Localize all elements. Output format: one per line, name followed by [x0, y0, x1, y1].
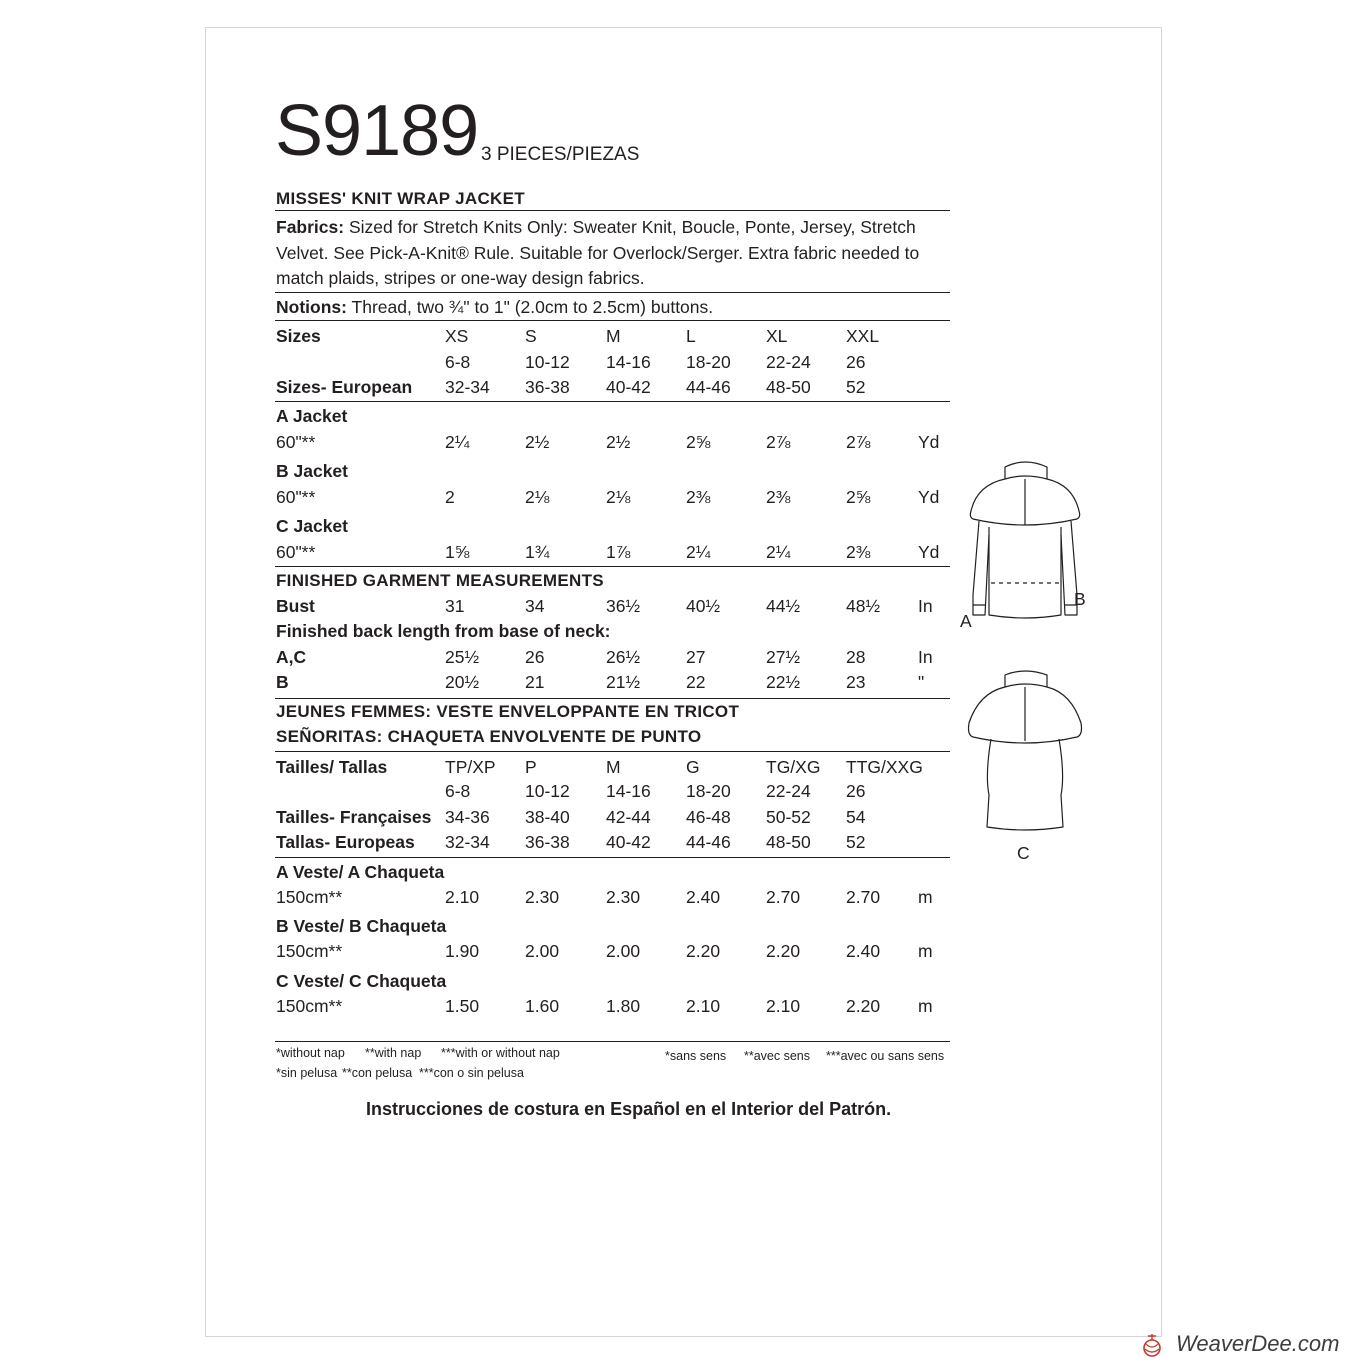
size-european-cell: 52 — [846, 377, 866, 397]
b-length-cell: 20½ — [445, 672, 480, 692]
talla-europea-cell: 48-50 — [766, 832, 811, 852]
meters-value: 2.70 — [766, 887, 801, 907]
yardage-view-label: B Jacket — [276, 461, 348, 481]
divider — [275, 857, 950, 858]
taille-francaise-cell: 38-40 — [525, 807, 570, 827]
divider — [275, 210, 950, 211]
taille-letter-cell: TP/XP — [445, 757, 496, 777]
meters-view-label: B Veste/ B Chaqueta — [276, 916, 447, 936]
meters-value: 1.80 — [606, 996, 641, 1016]
taille-number-cell: 18-20 — [686, 781, 731, 801]
yardage-value: 2½ — [525, 432, 550, 452]
taille-number-cell: 6-8 — [445, 781, 471, 801]
meters-value: 2.10 — [686, 996, 721, 1016]
divider — [275, 292, 950, 293]
meters-fabric-width: 150cm** — [276, 887, 343, 907]
tallas-europeas-label: Tallas- Europeas — [276, 832, 415, 852]
tailles-francaises-label: Tailles- Françaises — [276, 807, 432, 827]
footnote: *without nap — [276, 1046, 345, 1060]
taille-number-cell: 26 — [846, 781, 866, 801]
size-european-cell: 32-34 — [445, 377, 490, 397]
divider — [275, 698, 950, 699]
view-label-b: B — [1074, 589, 1086, 609]
bust-cell: 40½ — [686, 596, 721, 616]
size-number-cell: 10-12 — [525, 352, 570, 372]
meters-value: 2.00 — [525, 941, 560, 961]
talla-europea-cell: 32-34 — [445, 832, 490, 852]
b-length-cell: 22½ — [766, 672, 801, 692]
b-length-cell: 22 — [686, 672, 706, 692]
footnote: ***with or without nap — [441, 1046, 560, 1060]
bust-cell: 34 — [525, 596, 545, 616]
taille-francaise-cell: 42-44 — [606, 807, 651, 827]
size-number-cell: 26 — [846, 352, 866, 372]
notions-label: Notions: — [276, 297, 347, 317]
yardage-value: 2¼ — [686, 542, 711, 562]
talla-europea-cell: 40-42 — [606, 832, 651, 852]
footnote: ***con o sin pelusa — [419, 1066, 524, 1080]
yardage-value: 2⅛ — [606, 487, 631, 507]
size-letter-cell: XL — [766, 326, 788, 346]
divider — [275, 751, 950, 752]
sizes-label: Sizes — [276, 326, 321, 346]
meters-value: 1.60 — [525, 996, 560, 1016]
meters-value: 2.00 — [606, 941, 641, 961]
bust-label: Bust — [276, 596, 315, 616]
divider — [275, 566, 950, 567]
footnote: ***avec ou sans sens — [826, 1049, 945, 1063]
sizes-european-label: Sizes- European — [276, 377, 413, 397]
yardage-view-label: C Jacket — [276, 516, 348, 536]
size-letter-cell: L — [686, 326, 696, 346]
talla-europea-cell: 44-46 — [686, 832, 731, 852]
yardage-value: 2⅝ — [846, 487, 871, 507]
measurements-title: FINISHED GARMENT MEASUREMENTS — [276, 571, 604, 590]
bust-unit: In — [918, 596, 933, 616]
ac-length-cell: 27 — [686, 647, 706, 667]
size-european-cell: 48-50 — [766, 377, 811, 397]
yardage-view-label: A Jacket — [276, 406, 348, 426]
footnote: *sin pelusa — [276, 1066, 338, 1080]
yardage-value: 2⅜ — [686, 487, 711, 507]
ac-length-cell: 26½ — [606, 647, 641, 667]
ac-length-cell: 27½ — [766, 647, 801, 667]
b-length-cell: 23 — [846, 672, 866, 692]
meters-value: 1.50 — [445, 996, 480, 1016]
tailles-label: Tailles/ Tallas — [276, 757, 388, 777]
b-length-cell: 21½ — [606, 672, 641, 692]
size-letter-cell: M — [606, 326, 621, 346]
notions-line — [276, 297, 713, 318]
divider — [275, 1041, 950, 1042]
bust-cell: 36½ — [606, 596, 641, 616]
spanish-instructions-note: Instrucciones de costura en Español en el Interior del Patrón. — [366, 1099, 892, 1119]
size-letter-cell: XXL — [846, 326, 880, 346]
title-french: JEUNES FEMMES: VESTE ENVELOPPANTE EN TRICOT — [276, 702, 740, 721]
yardage-value: 2 — [445, 487, 455, 507]
yardage-unit: Yd — [918, 432, 940, 452]
size-european-cell: 44-46 — [686, 377, 731, 397]
meters-fabric-width: 150cm** — [276, 941, 343, 961]
taille-francaise-cell: 54 — [846, 807, 866, 827]
yardage-value: 2¼ — [766, 542, 791, 562]
yardage-value: 2⅞ — [846, 432, 871, 452]
notions-text: Thread, two ¾" to 1" (2.0cm to 2.5cm) buttons. — [351, 297, 714, 317]
meters-value: 2.40 — [846, 941, 881, 961]
view-ab-drawing — [970, 462, 1079, 618]
title-english: MISSES' KNIT WRAP JACKET — [276, 189, 525, 208]
yardage-value: 2⅝ — [686, 432, 711, 452]
yardage-value: 2⅞ — [766, 432, 791, 452]
talla-europea-cell: 52 — [846, 832, 866, 852]
meters-unit: m — [918, 941, 933, 961]
view-c-drawing — [969, 671, 1082, 830]
yardage-value: 2⅜ — [846, 542, 871, 562]
meters-value: 2.20 — [766, 941, 801, 961]
bust-cell: 48½ — [846, 596, 881, 616]
taille-francaise-cell: 34-36 — [445, 807, 490, 827]
brand-watermark: WeaverDee.com — [1176, 1331, 1340, 1356]
footnote: **avec sens — [744, 1049, 811, 1063]
size-european-cell: 40-42 — [606, 377, 651, 397]
yarn-ball-icon — [1138, 1332, 1166, 1360]
title-spanish: SEÑORITAS: CHAQUETA ENVOLVENTE DE PUNTO — [276, 727, 702, 746]
meters-value: 2.20 — [846, 996, 881, 1016]
bust-cell: 31 — [445, 596, 465, 616]
ac-length-unit: In — [918, 647, 933, 667]
meters-fabric-width: 150cm** — [276, 996, 343, 1016]
ac-length-cell: 28 — [846, 647, 866, 667]
bust-cell: 44½ — [766, 596, 801, 616]
meters-value: 2.20 — [686, 941, 721, 961]
size-letter-cell: S — [525, 326, 537, 346]
taille-letter-cell: TTG/XXG — [846, 757, 923, 777]
ac-length-cell: 25½ — [445, 647, 480, 667]
size-european-cell: 36-38 — [525, 377, 570, 397]
footnote: *sans sens — [665, 1049, 727, 1063]
meters-value: 2.40 — [686, 887, 721, 907]
meters-view-label: C Veste/ C Chaqueta — [276, 971, 447, 991]
taille-letter-cell: TG/XG — [766, 757, 821, 777]
meters-value: 1.90 — [445, 941, 480, 961]
size-number-cell: 18-20 — [686, 352, 731, 372]
taille-francaise-cell: 50-52 — [766, 807, 811, 827]
yardage-fabric-width: 60"** — [276, 432, 316, 452]
meters-unit: m — [918, 887, 933, 907]
footnote: **with nap — [365, 1046, 422, 1060]
size-number-cell: 22-24 — [766, 352, 811, 372]
taille-letter-cell: G — [686, 757, 700, 777]
size-number-cell: 6-8 — [445, 352, 471, 372]
yardage-fabric-width: 60"** — [276, 542, 316, 562]
ac-length-cell: 26 — [525, 647, 545, 667]
meters-view-label: A Veste/ A Chaqueta — [276, 862, 445, 882]
meters-value: 2.10 — [445, 887, 480, 907]
yardage-unit: Yd — [918, 487, 940, 507]
divider — [275, 401, 950, 402]
size-number-cell: 14-16 — [606, 352, 651, 372]
back-length-label: Finished back length from base of neck: — [276, 621, 611, 641]
meters-value: 2.70 — [846, 887, 881, 907]
yardage-unit: Yd — [918, 542, 940, 562]
taille-francaise-cell: 46-48 — [686, 807, 731, 827]
yardage-value: 2½ — [606, 432, 631, 452]
yardage-value: 1⅝ — [445, 542, 470, 562]
talla-europea-cell: 36-38 — [525, 832, 570, 852]
taille-letter-cell: M — [606, 757, 621, 777]
taille-number-cell: 22-24 — [766, 781, 811, 801]
technical-drawings — [955, 455, 1095, 865]
view-label-c: C — [1017, 843, 1030, 863]
yardage-value: 1⅞ — [606, 542, 631, 562]
yardage-value: 2¼ — [445, 432, 470, 452]
footnote: **con pelusa — [342, 1066, 413, 1080]
meters-value: 2.30 — [525, 887, 560, 907]
meters-value: 2.10 — [766, 996, 801, 1016]
yardage-value: 2⅜ — [766, 487, 791, 507]
yardage-value: 1¾ — [525, 542, 550, 562]
fabrics-label: Fabrics: — [276, 217, 345, 237]
taille-letter-cell: P — [525, 757, 537, 777]
piece-count: 3 PIECES/PIEZAS — [481, 144, 640, 165]
taille-number-cell: 10-12 — [525, 781, 570, 801]
b-length-unit: " — [918, 672, 925, 692]
meters-unit: m — [918, 996, 933, 1016]
pattern-number: S9189 — [275, 91, 479, 171]
size-letter-cell: XS — [445, 326, 469, 346]
view-label-a: A — [960, 611, 972, 631]
fabrics-paragraph — [276, 215, 951, 292]
b-length-cell: 21 — [525, 672, 545, 692]
ac-label: A,C — [276, 647, 307, 667]
fabrics-text: Sized for Stretch Knits Only: Sweater Knit, Boucle, Ponte, Jersey, Stretch Velvet. See Pick-A-Knit® Rule. Suitable for Overlock/Serger. Extra fabric needed to match plaids, stripes or one-way design fabrics. — [276, 217, 920, 288]
yardage-fabric-width: 60"** — [276, 487, 316, 507]
divider — [275, 320, 950, 321]
meters-value: 2.30 — [606, 887, 641, 907]
taille-number-cell: 14-16 — [606, 781, 651, 801]
b-label: B — [276, 672, 289, 692]
yardage-value: 2⅛ — [525, 487, 550, 507]
